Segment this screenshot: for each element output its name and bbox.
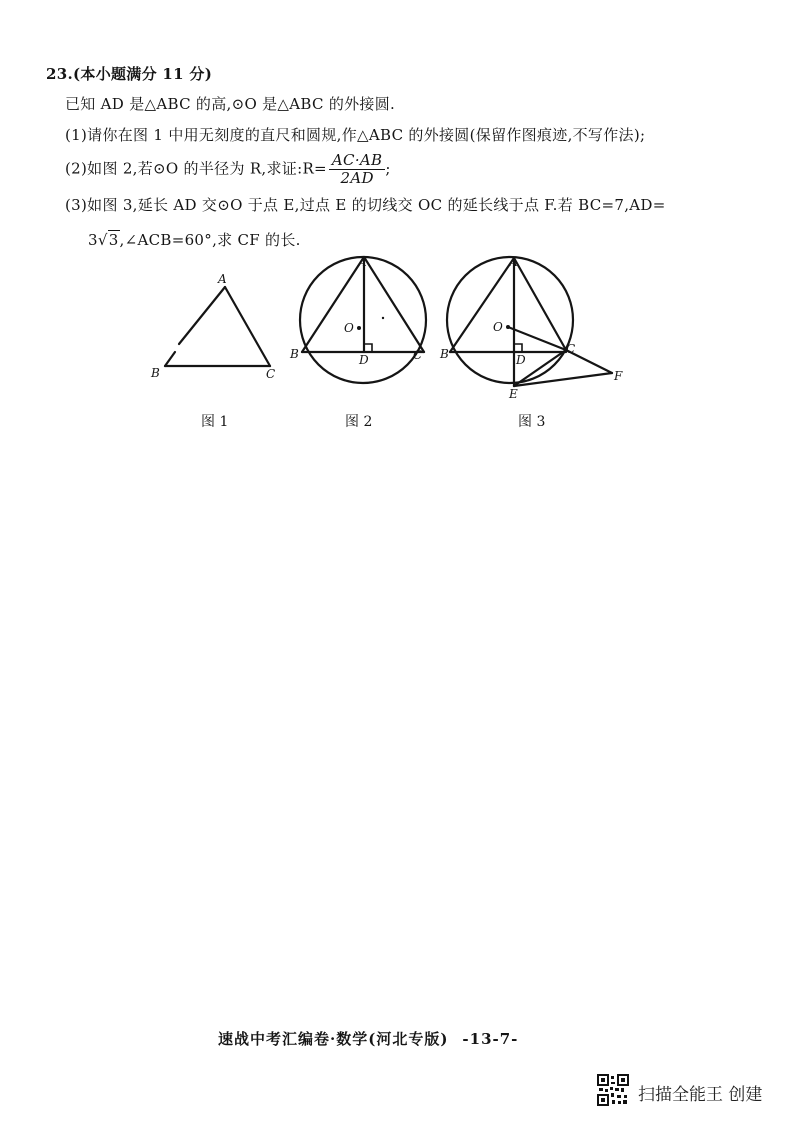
figure-1-caption: 图 1 bbox=[201, 414, 229, 430]
fraction-denominator: 2AD bbox=[340, 169, 374, 187]
fig3-label-f: F bbox=[614, 369, 623, 383]
fig3-center-dot bbox=[506, 325, 510, 329]
fig2-label-o: O bbox=[344, 321, 354, 335]
fig3-label-c: C bbox=[566, 342, 576, 356]
fig3-label-b: B bbox=[440, 347, 449, 361]
qr-code-icon bbox=[597, 1074, 629, 1106]
sqrt-expression: √3 bbox=[97, 231, 119, 249]
question-part-3: (3)如图 3,延长 AD 交⊙O 于点 E,过点 E 的切线交 OC 的延长线于点 F.若 BC=7,AD= bbox=[65, 196, 666, 214]
question-intro: 已知 AD 是△ABC 的高,⊙O 是△ABC 的外接圆. bbox=[65, 95, 396, 113]
fig3-circumcircle bbox=[447, 257, 576, 383]
fig3-label-o: O bbox=[493, 320, 503, 334]
question-header: 23.(本小题满分 11 分) bbox=[46, 65, 213, 83]
fig1-label-a: A bbox=[218, 272, 227, 286]
fig2-label-d: D bbox=[359, 353, 369, 367]
page-footer bbox=[218, 1028, 518, 1049]
fig2-center-dot bbox=[357, 326, 361, 330]
page-number: -13-7- bbox=[462, 1030, 519, 1048]
part-3-rest: ,∠ACB=60°,求 CF 的长. bbox=[119, 231, 301, 249]
fig2-stray-mark bbox=[382, 317, 384, 319]
part-2-suffix: ; bbox=[385, 159, 391, 178]
geometry-figures bbox=[0, 0, 793, 460]
fig2-label-b: B bbox=[290, 347, 299, 361]
fig2-label-a: A bbox=[358, 255, 367, 269]
figure-3-caption: 图 3 bbox=[518, 414, 546, 430]
fig2-label-c: C bbox=[413, 348, 423, 362]
sqrt-radicand: 3 bbox=[108, 231, 119, 249]
figure-3-diagram bbox=[447, 257, 612, 386]
ad-coefficient: 3 bbox=[88, 231, 98, 249]
fig3-label-e: E bbox=[509, 387, 518, 401]
footer-title: 速战中考汇编卷·数学(河北专版) bbox=[218, 1030, 449, 1048]
question-part-1: (1)请你在图 1 中用无刻度的直尺和圆规,作△ABC 的外接圆(保留作图痕迹,不写作法); bbox=[65, 126, 646, 144]
fig1-label-b: B bbox=[151, 366, 160, 380]
fig1-label-c: C bbox=[266, 367, 276, 381]
fig3-label-d: D bbox=[516, 353, 526, 367]
fig3-label-a: A bbox=[509, 255, 518, 269]
part-2-text: (2)如图 2,若⊙O 的半径为 R,求证:R= bbox=[65, 159, 327, 178]
figure-2-caption: 图 2 bbox=[345, 414, 373, 430]
figure-1-triangle bbox=[165, 287, 270, 366]
watermark-brand: 扫描全能王 创建 bbox=[638, 1085, 763, 1105]
fraction-numerator: AC·AB bbox=[329, 152, 385, 170]
